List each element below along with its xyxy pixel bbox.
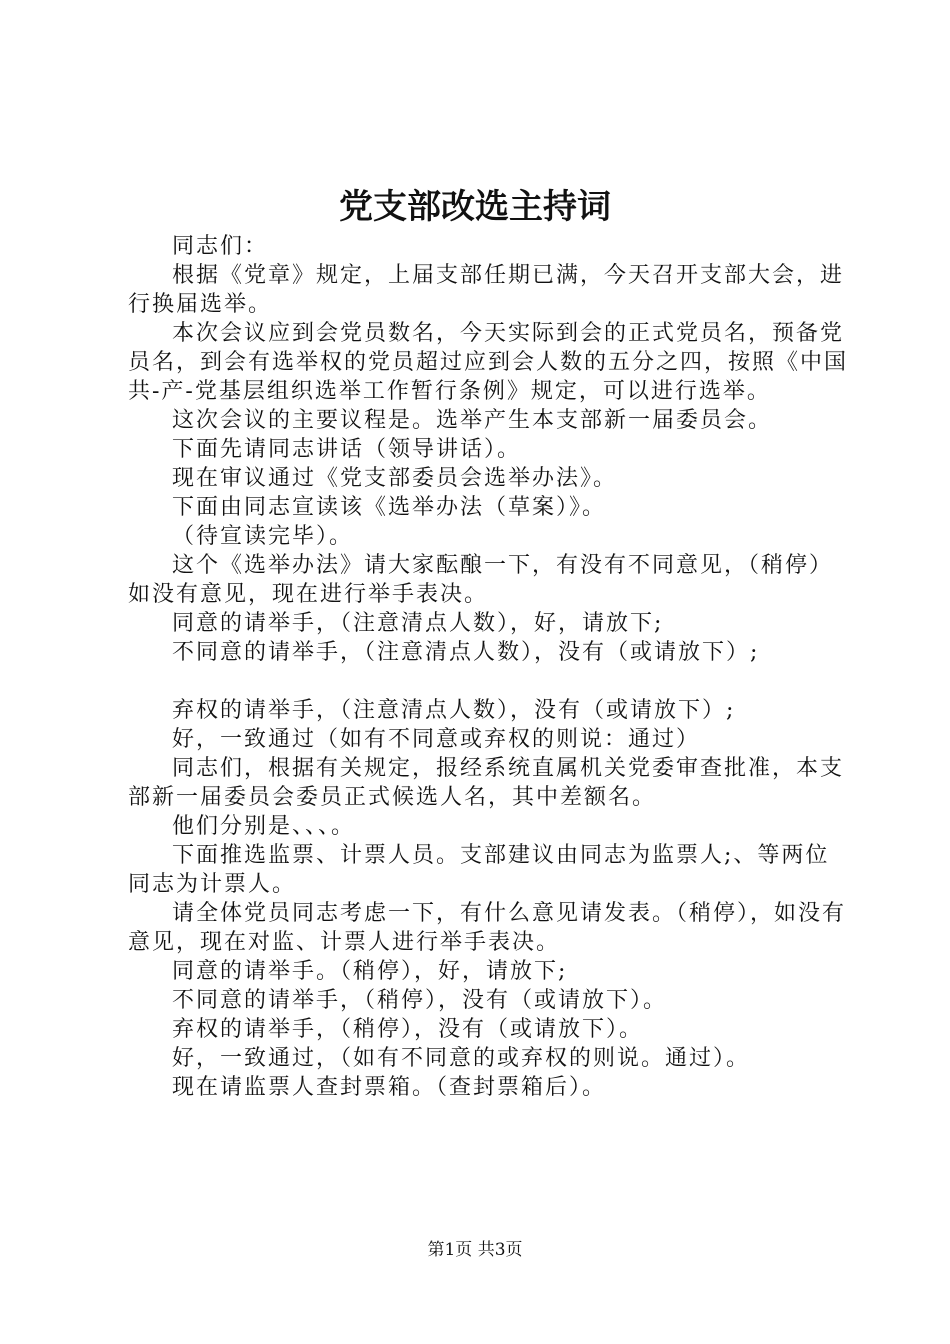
paragraph: 这个《选举办法》请大家酝酿一下，有没有不同意见，（稍停）如没有意见，现在进行举手表决。: [128, 553, 834, 607]
paragraph: 同志们，根据有关规定，报经系统直属机关党委审查批准，本支部新一届委员会委员正式候选人名，其中差额名。: [128, 756, 845, 810]
paragraph: 现在审议通过《党支部委员会选举办法》。: [172, 466, 618, 491]
paragraph: 他们分别是、、、。: [172, 814, 356, 839]
paragraph: 同意的请举手。（稍停），好，请放下;: [172, 959, 568, 984]
paragraph: 好，一致通过，（如有不同意的或弃权的则说。通过）。: [172, 1046, 751, 1071]
page-number-footer: 第1页 共3页: [427, 1240, 523, 1260]
paragraph: 本次会议应到会党员数名，今天实际到会的正式党员名，预备党员名，到会有选举权的党员超过应到会人数的五分之四，按照《中国共-产-党基层组织选举工作暂行条例》规定，可以进行选举。: [128, 321, 849, 404]
paragraph: 弃权的请举手，（注意清点人数），没有（或请放下）;: [172, 698, 736, 723]
paragraph: 弃权的请举手，（稍停），没有（或请放下）。: [172, 1017, 644, 1042]
paragraph: 同意的请举手，（注意清点人数），好，请放下;: [172, 611, 664, 636]
paragraph: 这次会议的主要议程是。选举产生本支部新一届委员会。: [172, 408, 773, 433]
paragraph: 下面推选监票、计票人员。支部建议由同志为监票人;、等两位同志为计票人。: [128, 843, 830, 897]
blank-line: [128, 667, 848, 696]
document-title: 党支部改选主持词: [339, 187, 611, 227]
document-body: [128, 232, 848, 1102]
paragraph: 不同意的请举手，（注意清点人数），没有（或请放下）;: [172, 640, 760, 665]
paragraph: 不同意的请举手，（稍停），没有（或请放下）。: [172, 988, 668, 1013]
paragraph: （待宣读完毕）。: [172, 524, 354, 549]
paragraph: 下面先请同志讲话（领导讲话）。: [172, 437, 522, 462]
paragraph: 下面由同志宣读该《选举办法（草案）》。: [172, 495, 607, 520]
paragraph: 根据《党章》规定，上届支部任期已满，今天召开支部大会，进行换届选举。: [128, 263, 845, 317]
paragraph: 请全体党员同志考虑一下，有什么意见请发表。（稍停），如没有意见，现在对监、计票人进行举手表决。: [128, 901, 847, 955]
paragraph: 好，一致通过（如有不同意或弃权的则说：通过）: [172, 727, 701, 752]
paragraph: 现在请监票人查封票箱。（查封票箱后）。: [172, 1075, 607, 1100]
paragraph: 同志们：: [172, 234, 269, 259]
